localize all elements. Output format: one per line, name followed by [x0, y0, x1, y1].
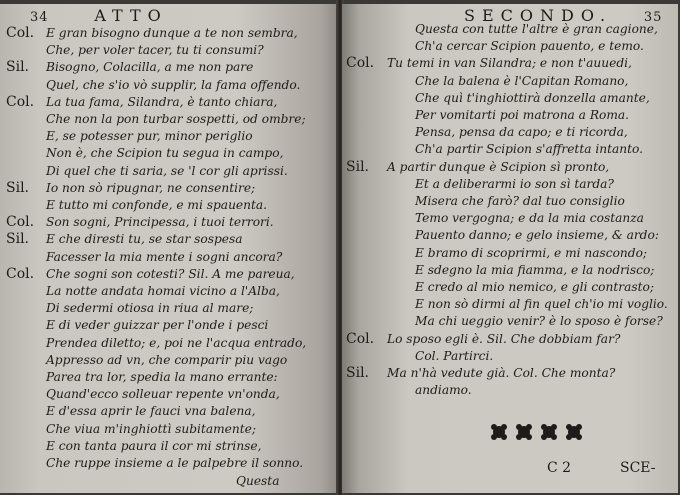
- verse-line: Appresso ad vn, che comparir piu vago: [46, 352, 288, 367]
- verse-line: Ch'a cercar Scipion pauento, e temo.: [415, 39, 644, 54]
- verse-line: Che ruppe insieme a le palpebre il sonno.: [46, 456, 304, 470]
- verse-line: Ma n'hà vedute già. Col. Che monta?: [387, 366, 616, 380]
- verse-line: Quel, che s'io vò supplir, la fama offendo.: [46, 77, 301, 92]
- verse-line: Quand'ecco solleuar repente vn'onda,: [46, 387, 280, 402]
- running-head: SECONDO.: [464, 6, 613, 25]
- verse-line: Questa con tutte l'altre è gran cagione,: [415, 22, 658, 36]
- verse-line: Col. Partirci.: [415, 348, 494, 363]
- speaker-label: Col.: [6, 265, 35, 282]
- verse-line: Et a deliberarmi io son sì tarda?: [415, 176, 614, 191]
- verse-line: Che quì t'inghiottirà donzella amante,: [415, 90, 650, 105]
- running-head: ATTO: [94, 6, 168, 25]
- verse-line: E di veder guizzar per l'onde i pesci: [46, 318, 269, 333]
- speaker-label: Col.: [6, 25, 35, 41]
- verse-line: Ch'a partir Scipion s'affretta intanto.: [415, 142, 644, 157]
- speaker-label: Col.: [6, 93, 35, 110]
- verse-line: E, se potesser pur, minor periglio: [46, 129, 253, 144]
- verse-line: Che non la pon turbar sospetti, od ombre;: [46, 112, 306, 126]
- verse-line: Bisogno, Colacilla, a me non pare: [46, 60, 254, 75]
- speaker-label: Col.: [6, 214, 35, 231]
- verse-line: La tua fama, Silandra, è tanto chiara,: [46, 94, 278, 109]
- verse-line: Pauento danno; e gelo insieme, & ardo:: [415, 228, 659, 243]
- verse-line: E credo al mio nemico, e gli contrasto;: [415, 280, 654, 294]
- verse-line: E che diresti tu, se star sospesa: [46, 232, 243, 247]
- speaker-label: Sil.: [346, 158, 369, 175]
- left-page: [0, 4, 338, 493]
- verse-line: E non sò dirmi al fin quel ch'io mi voglio.: [415, 297, 668, 312]
- verse-line: Facesser la mia mente i sogni ancora?: [46, 249, 283, 264]
- verse-line: E con tanta paura il cor mi strinse,: [46, 438, 262, 453]
- verse-line: E bramo di scoprirmi, e mi nascondo;: [415, 245, 648, 260]
- verse-line: Che viua m'inghiottì subitamente;: [46, 421, 256, 436]
- decorative-ornament: [487, 422, 587, 442]
- verse-line: Io non sò ripugnar, ne consentire;: [46, 180, 256, 195]
- speaker-label: Sil.: [346, 365, 369, 381]
- verse-line: Che, per voler tacer, tu ti consumi?: [46, 43, 264, 58]
- speaker-label: Col.: [346, 55, 375, 72]
- verse-line: Tu temi in van Silandra; e non t'auuedi,: [387, 56, 632, 71]
- verse-line: Son sogni, Principessa, i tuoi terrori.: [46, 215, 274, 230]
- verse-line: Ma chi ueggio venir? è lo sposo è forse?: [415, 314, 663, 329]
- verse-line: Che la balena è l'Capitan Romano,: [415, 73, 629, 88]
- page-number: 35: [643, 10, 663, 25]
- verse-line: Di sedermi otiosa in riua al mare;: [46, 301, 254, 316]
- signature-mark: C 2: [547, 460, 572, 476]
- verse-line: Di quel che ti saria, se 'l cor gli aprissi.: [46, 163, 288, 178]
- verse-line: A partir dunque è Scipion sì pronto,: [387, 159, 610, 174]
- speaker-label: Sil.: [6, 179, 29, 196]
- speaker-label: Sil.: [6, 59, 29, 76]
- verse-line: Che sogni son cotesti? Sil. A me pareua,: [46, 266, 295, 281]
- verse-line: E gran bisogno dunque a te non sembra,: [46, 26, 298, 40]
- catchword: Questa: [236, 474, 280, 488]
- right-page: [342, 4, 678, 493]
- verse-line: andiamo.: [415, 383, 472, 398]
- verse-line: Per vomitarti poi matrona a Roma.: [415, 108, 630, 122]
- ornament-icon: [487, 422, 587, 442]
- verse-line: La notte andata homai vicino a l'Alba,: [46, 284, 280, 298]
- verse-line: Misera che farò? dal tuo consiglio: [415, 194, 625, 208]
- verse-line: Pensa, pensa da capo; e ti ricorda,: [415, 125, 628, 140]
- verse-line: Non è, che Scipion tu segua in campo,: [46, 146, 284, 161]
- speaker-label: Sil.: [6, 231, 29, 248]
- verse-line: Lo sposo egli è. Sil. Che dobbiam far?: [387, 331, 621, 346]
- verse-line: Parea tra lor, spedia la mano errante:: [46, 370, 278, 384]
- verse-line: Temo vergogna; e da la mia costanza: [415, 211, 644, 226]
- page-number: 34: [30, 10, 49, 25]
- verse-line: E sdegno la mia fiamma, e la nodrisco;: [415, 262, 655, 277]
- speaker-label: Col.: [346, 330, 375, 347]
- page-header-left: [30, 6, 168, 25]
- verse-line: E tutto mi confonde, e mi spauenta.: [46, 198, 268, 212]
- verse-line: Prendea diletto; e, poi ne l'acqua entrado,: [46, 335, 307, 350]
- verse-line: E d'essa aprir le fauci vna balena,: [46, 404, 256, 419]
- catchword: SCE-: [620, 460, 656, 476]
